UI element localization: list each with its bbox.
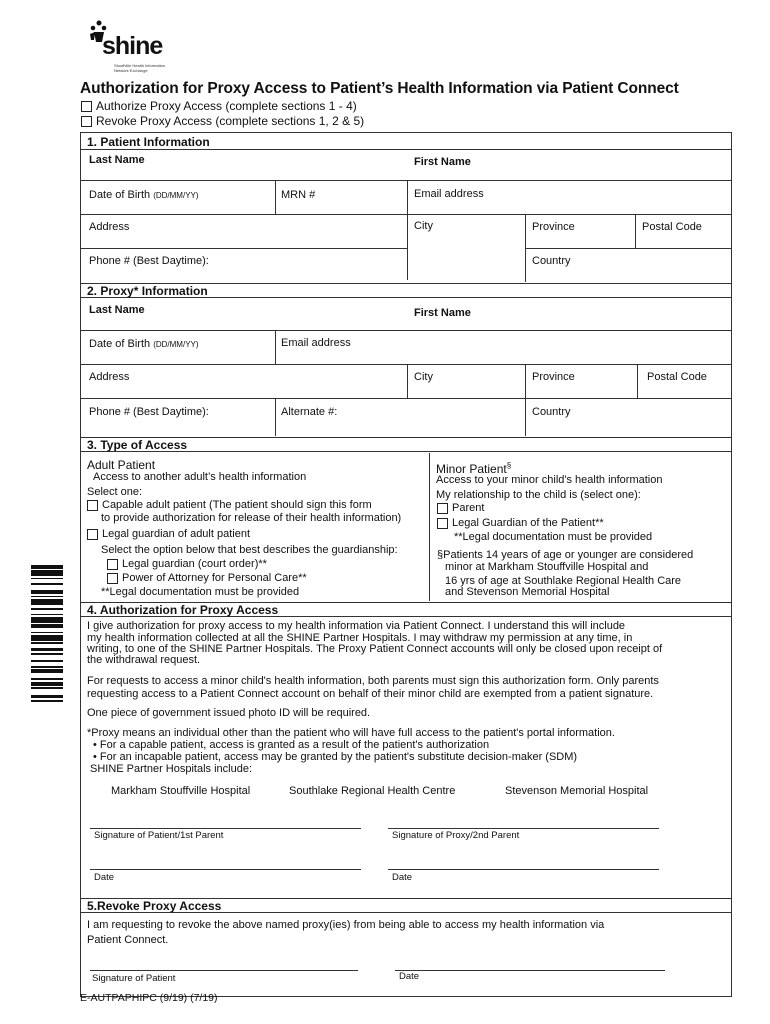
- barcode-bar: [31, 599, 63, 604]
- patient-signature-line[interactable]: [90, 828, 361, 829]
- proxy-last-name-label: Last Name: [89, 304, 145, 316]
- minor-age-note-3: 16 yrs of age at Southlake Regional Health Care: [445, 575, 682, 587]
- patient-postal-label: Postal Code: [642, 221, 702, 233]
- barcode-bar: [31, 653, 63, 655]
- poa-label: Power of Attorney for Personal Care**: [122, 572, 307, 584]
- barcode-bar: [31, 578, 63, 580]
- barcode-bar: [31, 614, 63, 616]
- section-5-header: 5.Revoke Proxy Access: [81, 898, 731, 913]
- barcode-bar: [31, 565, 63, 569]
- barcode-bar: [31, 669, 63, 673]
- proxy-phone-label: Phone # (Best Daytime):: [89, 406, 209, 418]
- poa-option[interactable]: [107, 572, 307, 584]
- form-title: Authorization for Proxy Access to Patient’s Health Information via Patient Connect: [80, 80, 679, 97]
- date-label-2: Date: [392, 872, 413, 883]
- capable-patient-bullet: • For a capable patient, access is granted as a result of the patient's authorization: [93, 739, 490, 751]
- revoke-signature-line[interactable]: [90, 970, 358, 971]
- court-order-option[interactable]: [107, 558, 267, 570]
- revoke-para-line-2: Patient Connect.: [87, 934, 169, 946]
- option-authorize-label: Authorize Proxy Access (complete sections 1 - 4): [96, 99, 357, 113]
- patient-email-label: Email address: [414, 188, 484, 200]
- barcode-bar: [31, 700, 63, 702]
- auth-para-1-line-2: my health information collected at all the SHINE Partner Hospitals. I may withdraw my permission at any time, in: [87, 632, 633, 644]
- proxy-city-label: City: [414, 371, 433, 383]
- barcode-bar: [31, 678, 63, 680]
- legal-guardian-minor-option[interactable]: [437, 517, 604, 529]
- barcode-bar: [31, 642, 63, 644]
- capable-adult-checkbox[interactable]: [87, 500, 98, 511]
- legal-guardian-adult-option[interactable]: [87, 528, 250, 540]
- option-revoke-label: Revoke Proxy Access (complete sections 1, 2 & 5): [96, 114, 365, 128]
- form-table: [80, 132, 732, 997]
- auth-para-1-line-3: writing, to one of the SHINE Partner Hospitals. The Proxy Patient Connect accounts will only be closed upon receipt of: [87, 643, 663, 655]
- proxy-address-label: Address: [89, 371, 130, 383]
- section-3-header: 3. Type of Access: [81, 437, 731, 452]
- minor-age-note-2: minor at Markham Stouffville Hospital and: [445, 561, 649, 573]
- parent-checkbox[interactable]: [437, 503, 448, 514]
- patient-address-label: Address: [89, 221, 130, 233]
- barcode-bar: [31, 666, 63, 668]
- parent-label: Parent: [452, 502, 485, 514]
- revoke-para-line-1: I am requesting to revoke the above named proxy(ies) from being able to access my health information via: [87, 919, 605, 931]
- barcode-bar: [31, 695, 63, 699]
- proxy-province-label: Province: [532, 371, 575, 383]
- proxy-email-label: Email address: [281, 337, 351, 349]
- patient-country-label: Country: [532, 255, 571, 267]
- minor-relationship: My relationship to the child is (select one):: [436, 489, 641, 501]
- barcode-bar: [31, 682, 63, 686]
- barcode-bar: [31, 596, 63, 598]
- patient-last-name-label: Last Name: [89, 154, 145, 166]
- option-revoke[interactable]: [81, 114, 364, 128]
- incapable-patient-bullet: • For an incapable patient, access may be granted by the patient's substitute decision-maker (SDM): [93, 751, 578, 763]
- revoke-date-line[interactable]: [395, 970, 665, 971]
- parent-option[interactable]: [437, 502, 484, 514]
- barcode-bar: [31, 608, 63, 610]
- legal-guardian-minor-label: Legal Guardian of the Patient**: [452, 517, 604, 529]
- auth-para-2-line-2: requesting access to a Patient Connect account on behalf of their minor child are exempted from a patient signature.: [87, 688, 654, 700]
- patient-mrn-label: MRN #: [281, 189, 316, 201]
- barcode-bar: [31, 624, 63, 628]
- date-line-1[interactable]: [90, 869, 361, 870]
- revoke-date-label: Date: [399, 971, 420, 982]
- auth-para-1-line-4: the withdrawal request.: [87, 654, 201, 666]
- minor-legal-note: **Legal documentation must be provided: [454, 531, 653, 543]
- logo-word: shine: [102, 32, 163, 60]
- barcode-bar: [31, 687, 63, 689]
- court-order-label: Legal guardian (court order)**: [122, 558, 267, 570]
- proxy-definition: *Proxy means an individual other than the patient who will have full access to the patient's portal information.: [87, 727, 615, 739]
- capable-adult-option[interactable]: [87, 499, 372, 511]
- section-1-header: 1. Patient Information: [81, 135, 731, 150]
- hospital-stevenson: Stevenson Memorial Hospital: [505, 785, 649, 797]
- legal-guardian-adult-checkbox[interactable]: [87, 529, 98, 540]
- auth-para-2-line-1: For requests to access a minor child's health information, both parents must sign this authorization form. Only parents: [87, 675, 659, 687]
- patient-city-label: City: [414, 220, 433, 232]
- adult-patient-title: Adult Patient: [87, 458, 156, 472]
- proxy-dob-label: Date of Birth (DD/MM/YY): [89, 338, 199, 350]
- date-label-1: Date: [94, 872, 115, 883]
- adult-select-one: Select one:: [87, 486, 143, 498]
- proxy-signature-label: Signature of Proxy/2nd Parent: [392, 830, 520, 841]
- court-order-checkbox[interactable]: [107, 559, 118, 570]
- capable-adult-label: Capable adult patient (The patient should sign this form: [102, 499, 372, 511]
- auth-para-3: One piece of government issued photo ID will be required.: [87, 707, 371, 719]
- proxy-signature-line[interactable]: [388, 828, 659, 829]
- proxy-country-label: Country: [532, 406, 571, 418]
- logo-tagline: Stouffville Health Information Network Exchange: [114, 63, 166, 73]
- poa-checkbox[interactable]: [107, 573, 118, 584]
- barcode-bar: [31, 617, 63, 622]
- patient-dob-label: Date of Birth (DD/MM/YY): [89, 189, 199, 201]
- legal-guardian-adult-label: Legal guardian of adult patient: [102, 528, 251, 540]
- capable-adult-label-2: to provide authorization for release of their health information): [101, 512, 402, 524]
- legal-guardian-minor-checkbox[interactable]: [437, 518, 448, 529]
- option-authorize[interactable]: [81, 99, 357, 113]
- barcode-bar: [31, 660, 63, 662]
- patient-province-label: Province: [532, 221, 575, 233]
- minor-age-note-4: and Stevenson Memorial Hospital: [445, 586, 610, 598]
- shine-logo: [86, 20, 176, 72]
- barcode-bar: [31, 632, 63, 634]
- adult-legal-note: **Legal documentation must be provided: [101, 586, 300, 598]
- revoke-signature-label: Signature of Patient: [92, 973, 176, 984]
- date-line-2[interactable]: [388, 869, 659, 870]
- hospital-markham: Markham Stouffville Hospital: [111, 785, 251, 797]
- guardianship-intro: Select the option below that best describes the guardianship:: [101, 544, 398, 556]
- authorize-checkbox[interactable]: [81, 101, 92, 112]
- barcode-bar: [31, 590, 63, 594]
- barcode-bar: [31, 648, 63, 652]
- proxy-first-name-label: First Name: [414, 307, 471, 319]
- proxy-alternate-label: Alternate #:: [281, 406, 338, 418]
- form-code: E-AUTPAPHIPC (9/19) (7/19): [80, 992, 218, 1004]
- patient-phone-label: Phone # (Best Daytime):: [89, 255, 209, 267]
- section-2-header: 2. Proxy* Information: [81, 283, 731, 298]
- patient-signature-label: Signature of Patient/1st Parent: [94, 830, 224, 841]
- minor-intro: Access to your minor child's health information: [436, 474, 663, 486]
- barcode-bar: [31, 635, 63, 640]
- adult-intro: Access to another adult’s health information: [93, 471, 307, 483]
- minor-patient-title: Minor Patient§: [436, 461, 512, 476]
- auth-para-1-line-1: I give authorization for proxy access to my health information via Patient Connect. I understand this will include: [87, 620, 626, 632]
- barcode-bar: [31, 570, 63, 575]
- partner-hospitals-intro: SHINE Partner Hospitals include:: [90, 763, 253, 775]
- proxy-postal-label: Postal Code: [647, 371, 707, 383]
- revoke-checkbox[interactable]: [81, 116, 92, 127]
- hospital-southlake: Southlake Regional Health Centre: [289, 785, 456, 797]
- barcode-bar: [31, 583, 63, 585]
- barcode: [31, 565, 63, 747]
- minor-age-note-1: §Patients 14 years of age or younger are considered: [437, 549, 694, 561]
- section-4-header: 4. Authorization for Proxy Access: [81, 602, 731, 617]
- patient-first-name-label: First Name: [414, 156, 471, 168]
